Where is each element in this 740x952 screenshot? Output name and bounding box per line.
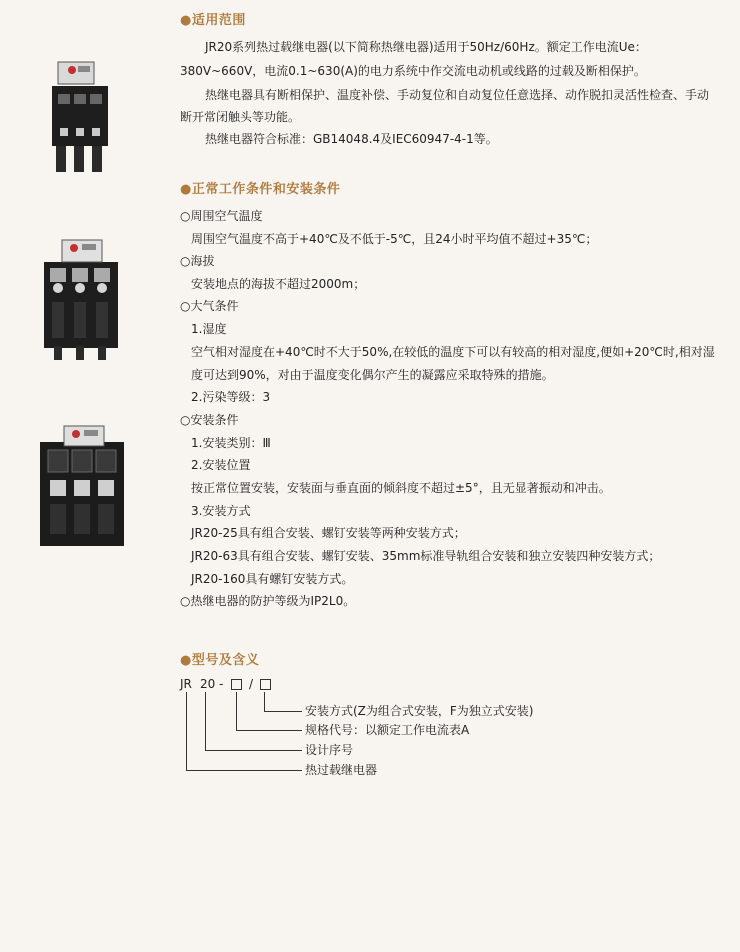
section-title-conditions: ●正常工作条件和安装条件	[180, 182, 341, 197]
cond-line-12: 按正常位置安装，安装面与垂直面的倾斜度不超过±5°，且无显著振动和冲击。	[191, 481, 611, 495]
connector-v-3	[236, 692, 237, 730]
connector-h-3	[236, 730, 302, 731]
legend-2: 设计序号	[305, 743, 354, 757]
code-jr: JR	[180, 677, 192, 691]
relay-image-2	[40, 238, 122, 362]
scope-paragraph-2b: 断开常闭触头等功能。	[180, 110, 301, 124]
scope-paragraph-1a: JR20系列热过载继电器(以下简称热继电器)适用于50Hz/60Hz。额定工作电流Ue：	[205, 40, 647, 54]
connector-v-2	[205, 692, 206, 750]
section-title-scope: ●适用范围	[180, 13, 246, 28]
relay-2-icon	[40, 238, 122, 362]
cond-line-1: 周围空气温度不高于+40℃及不低于-5℃，且24小时平均值不超过+35℃；	[191, 232, 598, 246]
legend-1: 规格代号：以额定工作电流表A	[305, 723, 470, 737]
section-title-model: ●型号及含义	[180, 653, 260, 668]
cond-line-4: ○大气条件	[180, 299, 239, 313]
cond-line-13: 3.安装方式	[191, 504, 251, 518]
cond-line-11: 2.安装位置	[191, 458, 251, 472]
cond-line-10: 1.安装类别：Ⅲ	[191, 436, 271, 450]
relay-1-icon	[48, 58, 110, 174]
connector-v-4	[264, 692, 265, 711]
code-box-1	[231, 679, 242, 690]
scope-paragraph-3: 热继电器符合标准：GB14048.4及IEC60947-4-1等。	[205, 132, 498, 146]
cond-line-9: ○安装条件	[180, 413, 239, 427]
cond-line-14: JR20-25具有组合安装、螺钉安装等两种安装方式；	[191, 526, 466, 540]
relay-image-3	[36, 424, 128, 548]
cond-line-15: JR20-63具有组合安装、螺钉安装、35mm标准导轨组合安装和独立安装四种安装方式；	[191, 549, 661, 563]
cond-line-7: 度可达到90%，对由于温度变化偶尔产生的凝露应采取特殊的措施。	[191, 368, 554, 382]
cond-line-6: 空气相对湿度在+40℃时不大于50%,在较低的温度下可以有较高的相对湿度,便如+20℃时,相对湿	[191, 345, 715, 359]
cond-line-0: ○周围空气温度	[180, 209, 263, 223]
connector-h-1	[186, 770, 302, 771]
scope-paragraph-2a: 热继电器具有断相保护、温度补偿、手动复位和自动复位任意选择、动作脱扣灵活性检查、手动	[205, 88, 710, 102]
connector-h-4	[264, 711, 302, 712]
scope-paragraph-1b: 380V~660V，电流0.1~630(A)的电力系统中作交流电动机或线路的过载及断相保护。	[180, 64, 646, 78]
code-box-2	[260, 679, 271, 690]
connector-h-2	[205, 750, 302, 751]
code-20: 20	[200, 677, 216, 691]
cond-line-2: ○海拔	[180, 254, 215, 268]
cond-line-5: 1.湿度	[191, 322, 227, 336]
relay-image-1	[48, 58, 110, 174]
legend-0: 安装方式(Z为组合式安装，F为独立式安装)	[305, 704, 534, 718]
cond-line-17: ○热继电器的防护等级为IP2L0。	[180, 594, 356, 608]
legend-3: 热过载继电器	[305, 763, 378, 777]
code-dash: -	[219, 677, 224, 691]
cond-line-3: 安装地点的海拔不超过2000m；	[191, 277, 366, 291]
cond-line-16: JR20-160具有螺钉安装方式。	[191, 572, 354, 586]
cond-line-8: 2.污染等级：3	[191, 390, 271, 404]
connector-v-1	[186, 692, 187, 770]
relay-3-icon	[36, 424, 128, 548]
code-slash: /	[249, 677, 254, 691]
